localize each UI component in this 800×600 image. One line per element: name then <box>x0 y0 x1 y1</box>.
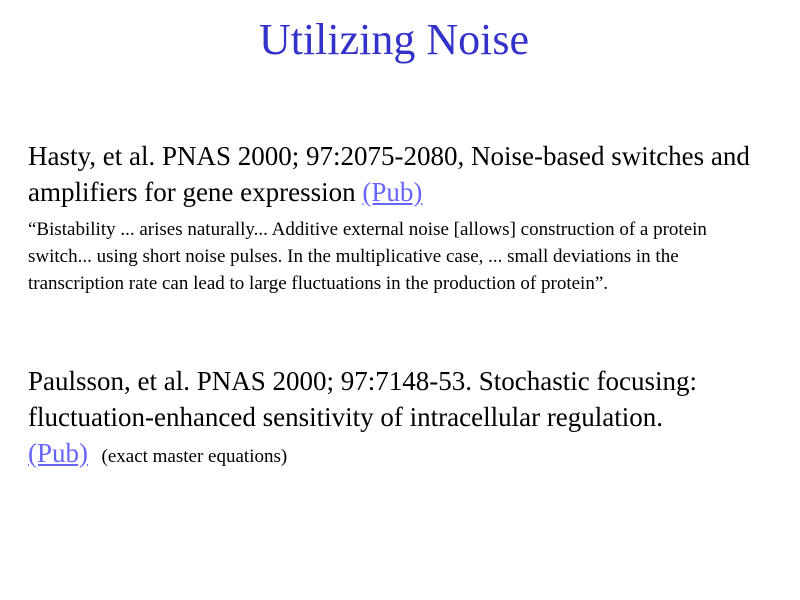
pub-link-paulsson[interactable]: (Pub) <box>28 438 88 468</box>
citation-text: Paulsson, et al. PNAS 2000; 97:7148-53. Stochastic focusing: fluctuation-enhanced sensitivity of intracellular regulation. <box>28 366 697 432</box>
citation-text: Hasty, et al. PNAS 2000; 97:2075-2080, Noise-based switches and amplifiers for gene expression <box>28 141 750 207</box>
reference-paulsson <box>28 363 778 475</box>
pub-link-hasty[interactable]: (Pub) <box>362 177 423 207</box>
quote-hasty: “Bistability ... arises naturally... Additive external noise [allows] construction of a protein switch... using short noise pulses. In the multiplicative case, ... small deviations in the transcription rate can lead to large fluctuations in the production of protein”. <box>28 219 707 294</box>
note-exact-master-equations: (exact master equations) <box>101 446 288 467</box>
reference-hasty <box>28 138 768 210</box>
slide-title: Utilizing Noise <box>258 15 530 64</box>
